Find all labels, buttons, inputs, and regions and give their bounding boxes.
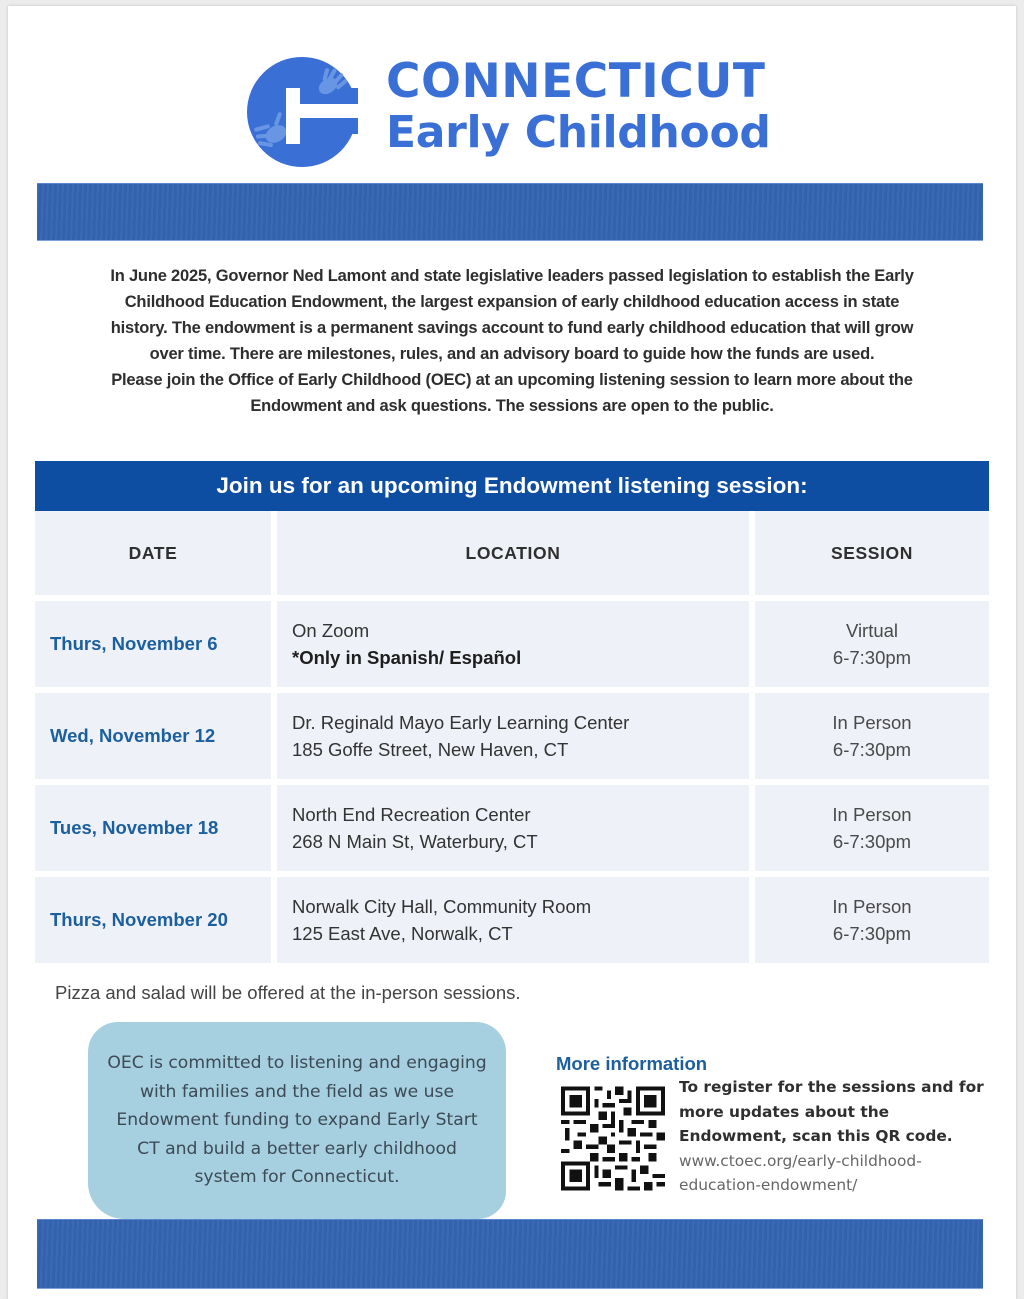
table-row xyxy=(35,601,989,693)
session-date: Thurs, November 20 xyxy=(50,909,228,930)
location-line-1: Dr. Reginald Mayo Early Learning Center xyxy=(292,712,630,733)
more-info-line: Endowment, scan this QR code. xyxy=(679,1127,953,1145)
session-date: Tues, November 18 xyxy=(50,817,219,838)
food-note: Pizza and salad will be offered at the in-person sessions. xyxy=(55,982,521,1003)
location-line-1: Norwalk City Hall, Community Room xyxy=(292,896,592,917)
session-cell xyxy=(755,877,989,969)
location-line-2: 125 East Ave, Norwalk, CT xyxy=(292,923,513,944)
endowment-url-line-2[interactable]: education-endowment/ xyxy=(679,1176,858,1194)
location-line-2: 268 N Main St, Waterbury, CT xyxy=(292,831,538,852)
intro-line: In June 2025, Governor Ned Lamont and state legislative leaders passed legislation to establish the Early xyxy=(110,267,914,285)
session-date: Wed, November 12 xyxy=(50,725,216,746)
session-time: 6-7:30pm xyxy=(832,923,912,944)
intro-line: Childhood Education Endowment, the largest expansion of early childhood education access in state xyxy=(124,293,900,311)
location-cell xyxy=(277,785,755,877)
session-time: 6-7:30pm xyxy=(832,739,912,760)
more-info-title: More information xyxy=(556,1053,708,1074)
session-time: 6-7:30pm xyxy=(832,647,912,668)
intro-paragraph xyxy=(58,263,966,419)
more-info-text xyxy=(679,1075,989,1198)
more-info-line: To register for the sessions and for xyxy=(679,1078,984,1096)
header-session: SESSION xyxy=(755,511,989,601)
session-type: In Person xyxy=(832,804,912,825)
sessions-banner: Join us for an upcoming Endowment listening session: xyxy=(35,461,989,511)
table-row xyxy=(35,877,989,969)
commitment-callout xyxy=(88,1022,506,1219)
location-cell xyxy=(277,877,755,969)
location-line-2: 185 Goffe Street, New Haven, CT xyxy=(292,739,569,760)
ct-oec-hands-logo-icon xyxy=(246,56,358,168)
callout-line: Endowment funding to expand Early Start xyxy=(116,1110,478,1131)
intro-line: Please join the Office of Early Childhood (OEC) at an upcoming listening session to learn more about the xyxy=(111,371,913,389)
session-time: 6-7:30pm xyxy=(832,831,912,852)
location-cell xyxy=(277,693,755,785)
callout-line: with families and the field as we use xyxy=(139,1081,455,1102)
intro-line: Endowment and ask questions. The sessions are open to the public. xyxy=(250,397,774,415)
session-cell xyxy=(755,601,989,693)
callout-line: system for Connecticut. xyxy=(194,1167,400,1188)
flyer-page xyxy=(8,6,1016,1299)
session-date: Thurs, November 6 xyxy=(50,633,218,654)
table-row xyxy=(35,693,989,785)
more-info-line: more updates about the xyxy=(679,1102,890,1121)
date-cell xyxy=(35,785,277,877)
callout-line: CT and build a better early childhood xyxy=(137,1138,457,1159)
header-date: DATE xyxy=(35,511,277,601)
bottom-decorative-band xyxy=(37,1219,983,1289)
brand-line-2: Early Childhood xyxy=(386,107,771,158)
intro-line: history. The endowment is a permanent savings account to fund early childhood education that will grow xyxy=(110,319,914,337)
location-line-1: On Zoom xyxy=(292,620,370,641)
session-type: In Person xyxy=(832,712,912,733)
session-cell xyxy=(755,693,989,785)
location-line-2: *Only in Spanish/ Español xyxy=(292,647,522,668)
date-cell xyxy=(35,877,277,969)
header-location: LOCATION xyxy=(277,511,755,601)
table-row xyxy=(35,785,989,877)
location-cell xyxy=(277,601,755,693)
session-cell xyxy=(755,785,989,877)
brand-line-1: CONNECTICUT xyxy=(386,54,766,109)
session-type: Virtual xyxy=(845,620,899,641)
qr-code-icon[interactable] xyxy=(561,1086,665,1191)
top-decorative-band xyxy=(37,183,983,241)
date-cell xyxy=(35,601,277,693)
callout-line: OEC is committed to listening and engaging xyxy=(107,1053,487,1074)
location-line-1: North End Recreation Center xyxy=(292,804,531,825)
date-cell xyxy=(35,693,277,785)
sessions-table xyxy=(35,511,989,969)
session-type: In Person xyxy=(832,896,912,917)
table-header-row xyxy=(35,511,989,601)
brand-wordmark xyxy=(386,54,771,158)
endowment-url-line-1[interactable]: www.ctoec.org/early-childhood- xyxy=(679,1151,922,1170)
intro-line: over time. There are milestones, rules, and an advisory board to guide how the funds are used. xyxy=(149,345,875,363)
